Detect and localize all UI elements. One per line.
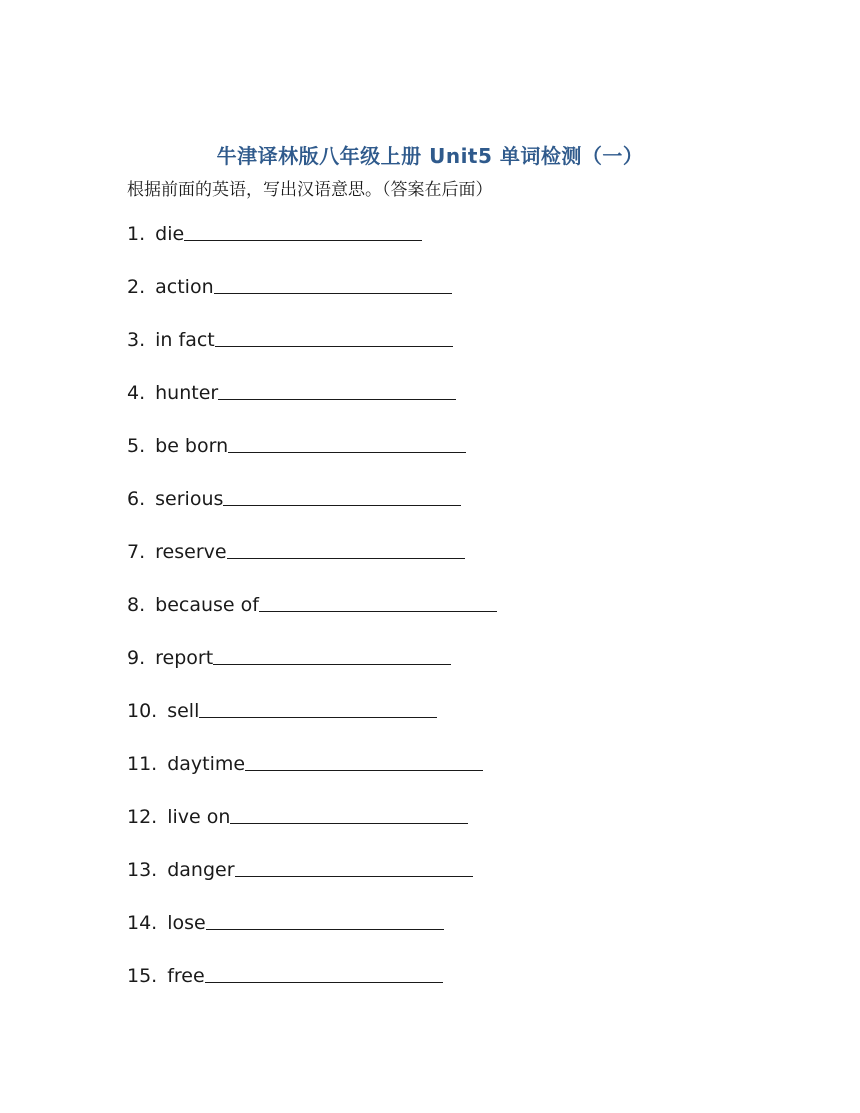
list-item bbox=[127, 803, 497, 856]
answer-blank[interactable] bbox=[214, 273, 452, 294]
item-word: in fact bbox=[155, 329, 215, 351]
item-word: action bbox=[155, 276, 214, 298]
item-word: die bbox=[155, 223, 185, 245]
item-word: sell bbox=[167, 700, 200, 722]
answer-blank[interactable] bbox=[235, 856, 473, 877]
answer-blank[interactable] bbox=[230, 803, 468, 824]
list-item bbox=[127, 485, 497, 538]
item-number: 14. bbox=[127, 912, 158, 934]
list-item bbox=[127, 856, 497, 909]
item-word: lose bbox=[167, 912, 206, 934]
page-title: 牛津译林版八年级上册 Unit5 单词检测（一） bbox=[216, 144, 644, 168]
item-word: because of bbox=[155, 594, 259, 616]
answer-blank[interactable] bbox=[184, 220, 422, 241]
item-number: 1. bbox=[127, 223, 146, 245]
answer-blank[interactable] bbox=[199, 697, 437, 718]
list-item bbox=[127, 220, 497, 273]
item-word: report bbox=[155, 647, 214, 669]
item-word: hunter bbox=[155, 382, 219, 404]
item-number: 8. bbox=[127, 594, 146, 616]
list-item bbox=[127, 538, 497, 591]
list-item bbox=[127, 326, 497, 379]
item-number: 11. bbox=[127, 753, 158, 775]
list-item bbox=[127, 379, 497, 432]
item-word: danger bbox=[167, 859, 235, 881]
answer-blank[interactable] bbox=[223, 485, 461, 506]
item-number: 4. bbox=[127, 382, 146, 404]
item-number: 10. bbox=[127, 700, 158, 722]
answer-blank[interactable] bbox=[213, 644, 451, 665]
list-item bbox=[127, 697, 497, 750]
item-word: free bbox=[167, 965, 205, 987]
answer-blank[interactable] bbox=[218, 379, 456, 400]
item-word: daytime bbox=[167, 753, 246, 775]
item-number: 7. bbox=[127, 541, 146, 563]
item-number: 9. bbox=[127, 647, 146, 669]
answer-blank[interactable] bbox=[228, 432, 466, 453]
item-word: serious bbox=[155, 488, 224, 510]
answer-blank[interactable] bbox=[227, 538, 465, 559]
item-number: 6. bbox=[127, 488, 146, 510]
item-number: 5. bbox=[127, 435, 146, 457]
list-item bbox=[127, 432, 497, 485]
list-item bbox=[127, 909, 497, 962]
answer-blank[interactable] bbox=[205, 962, 443, 983]
list-item bbox=[127, 273, 497, 326]
item-number: 13. bbox=[127, 859, 158, 881]
list-item bbox=[127, 962, 497, 1015]
answer-blank[interactable] bbox=[215, 326, 453, 347]
item-word: live on bbox=[167, 806, 231, 828]
item-number: 12. bbox=[127, 806, 158, 828]
list-item bbox=[127, 591, 497, 644]
vocab-list bbox=[127, 220, 497, 1015]
answer-blank[interactable] bbox=[245, 750, 483, 771]
item-word: reserve bbox=[155, 541, 227, 563]
item-number: 15. bbox=[127, 965, 158, 987]
item-number: 3. bbox=[127, 329, 146, 351]
answer-blank[interactable] bbox=[259, 591, 497, 612]
list-item bbox=[127, 750, 497, 803]
answer-blank[interactable] bbox=[206, 909, 444, 930]
item-number: 2. bbox=[127, 276, 146, 298]
item-word: be born bbox=[155, 435, 229, 457]
list-item bbox=[127, 644, 497, 697]
instructions: 根据前面的英语，写出汉语意思。（答案在后面） bbox=[127, 180, 493, 200]
